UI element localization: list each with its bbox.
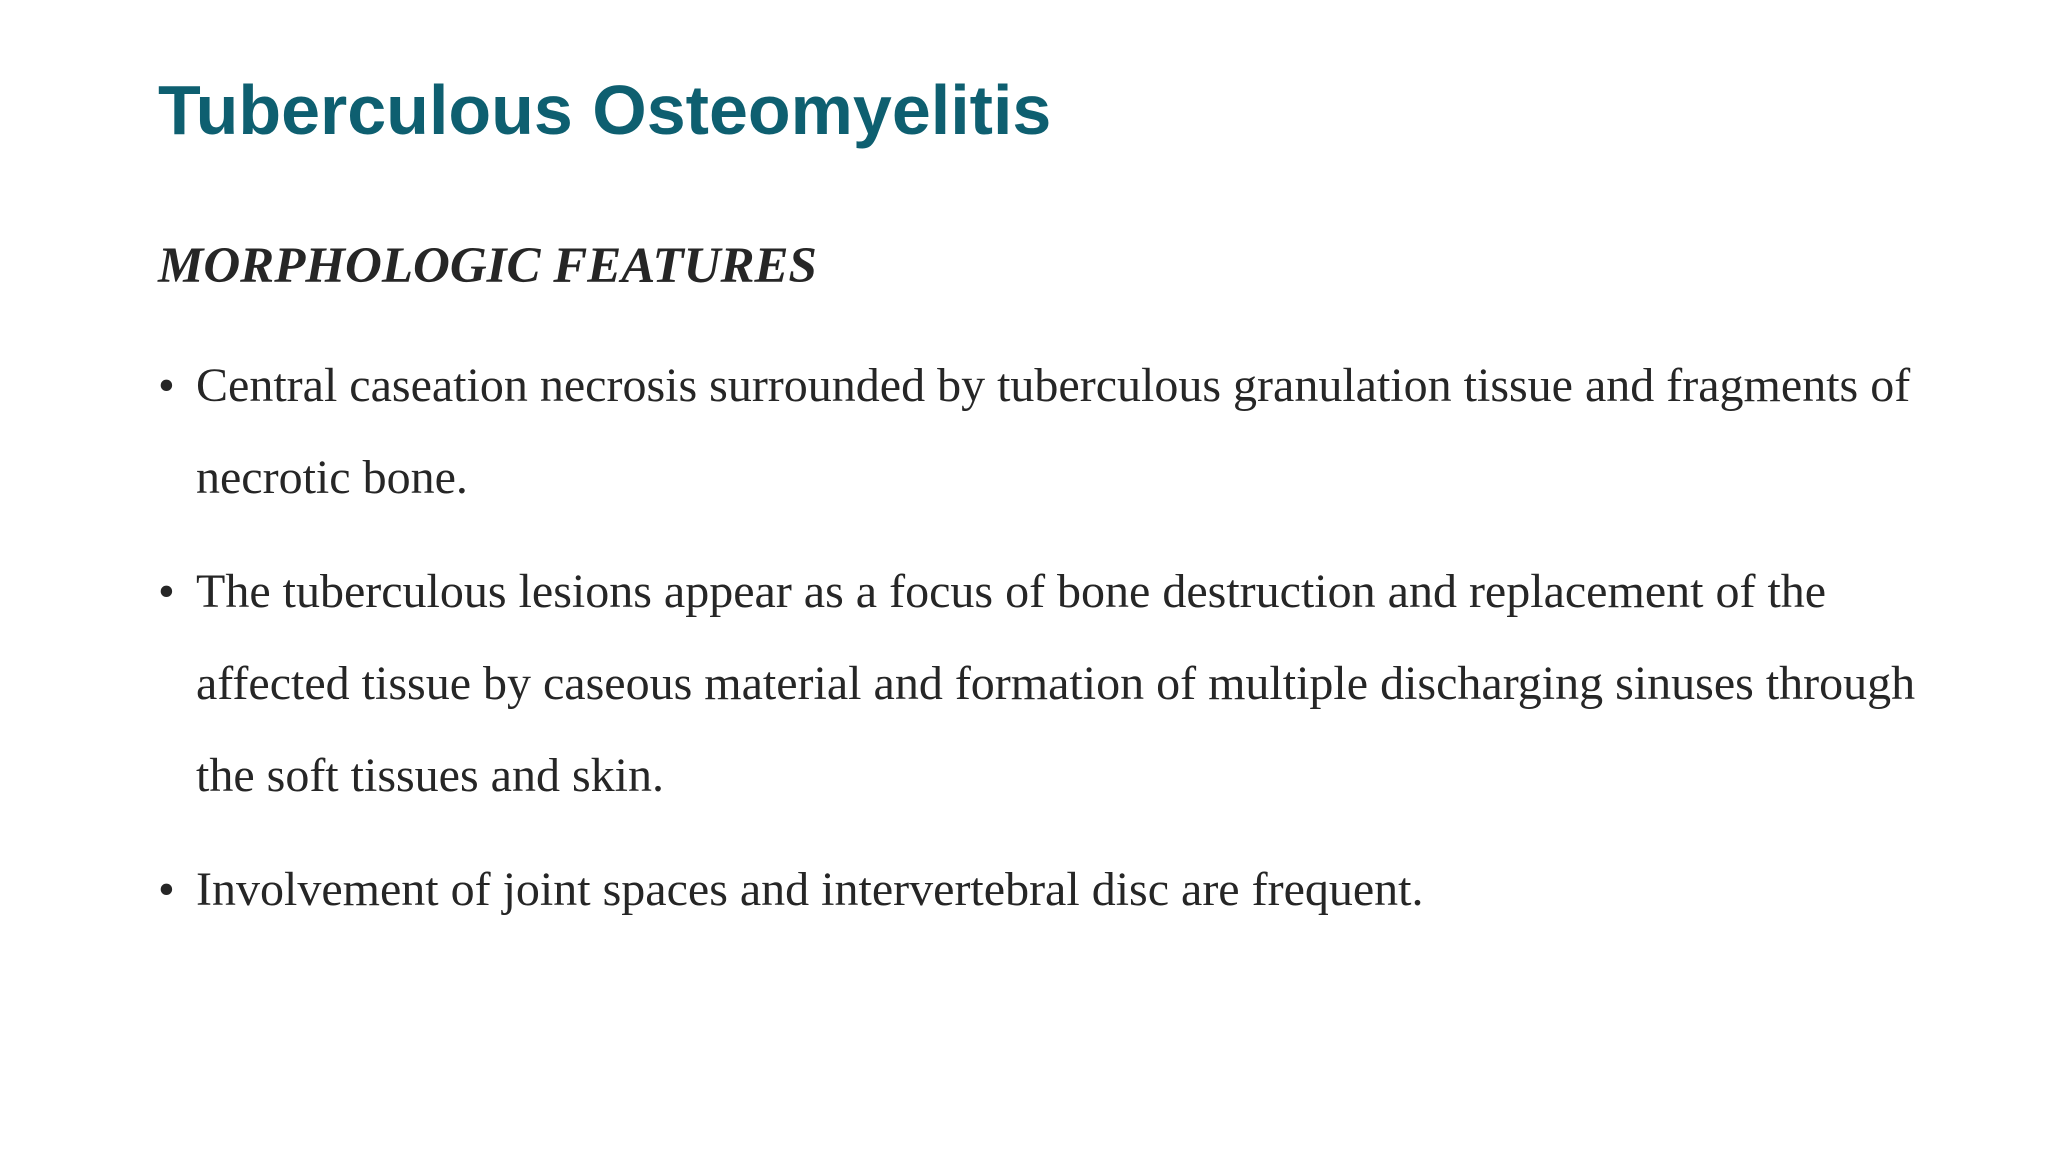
bullet-item — [158, 844, 1918, 936]
bullet-icon: • — [158, 863, 175, 916]
bullet-text: Involvement of joint spaces and intervertebral disc are frequent. — [196, 863, 1424, 916]
bullet-list — [158, 340, 1918, 958]
slide-title: Tuberculous Osteomyelitis — [158, 71, 1052, 149]
bullet-icon: • — [158, 565, 175, 618]
bullet-icon: • — [158, 359, 175, 412]
bullet-text: Central caseation necrosis surrounded by tuberculous granulation tissue and fragments of necrotic bone. — [196, 359, 1911, 504]
bullet-item — [158, 340, 1918, 524]
bullet-item — [158, 546, 1918, 822]
section-subheading: MORPHOLOGIC FEATURES — [158, 238, 817, 294]
bullet-text: The tuberculous lesions appear as a focus of bone destruction and replacement of the affected tissue by caseous material and formation of multiple discharging sinuses through the soft tissues and skin. — [196, 565, 1916, 802]
